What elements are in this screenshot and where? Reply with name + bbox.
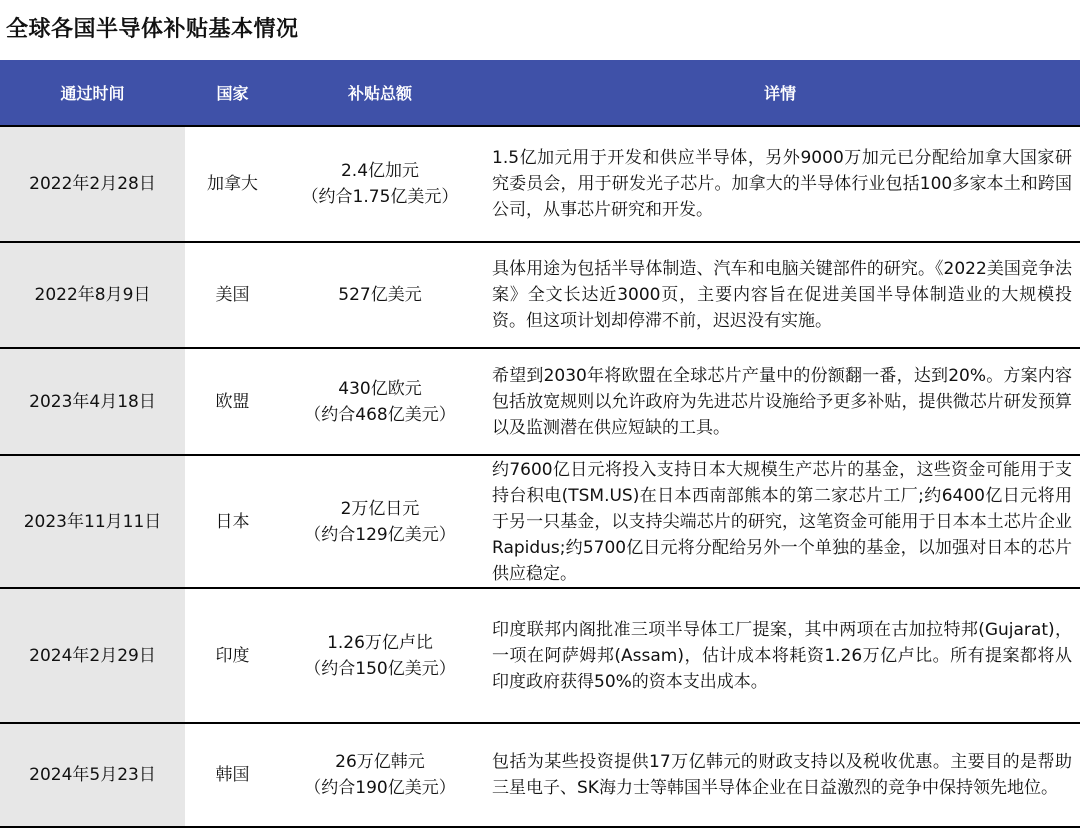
country-cell: 印度 [185,588,280,723]
detail-cell: 印度联邦内阁批准三项半导体工厂提案，其中两项在古加拉特邦(Gujarat)，一项在阿萨姆邦(Assam)，估计成本将耗资1.26万亿卢比。所有提案都将从印度政府获得50%的资本支出成本。 [480,588,1080,723]
amount-value: 26万亿韩元 [335,752,425,772]
country-cell: 韩国 [185,723,280,827]
header-detail: 详情 [763,84,796,103]
amount-cell [280,588,480,723]
detail-cell: 约7600亿日元将投入支持日本大规模生产芯片的基金，这些资金可能用于支持台积电(TSM.US)在日本西南部熊本的第二家芯片工厂;约6400亿日元将用于另一只基金，以支持尖端芯片的研究，这笔资金可能用于日本本土芯片企业Rapidus;约5700亿日元将分配给另外一个单独的基金，以加强对日本的芯片供应稳定。 [480,455,1080,588]
subsidy-table [0,60,1080,828]
amount-value: 527亿美元 [338,285,422,305]
date-cell: 2024年2月29日 [0,588,185,723]
amount-usd: （约合468亿美元） [304,404,456,425]
detail-cell: 希望到2030年将欧盟在全球芯片产量中的份额翻一番，达到20%。方案内容包括放宽规则以允许政府为先进芯片设施给予更多补贴，提供微芯片研发预算以及监测潜在供应短缺的工具。 [480,348,1080,455]
header-date: 通过时间 [60,84,125,103]
detail-cell: 包括为某些投资提供17万亿韩元的财政支持以及税收优惠。主要目的是帮助三星电子、SK海力士等韩国半导体企业在日益激烈的竞争中保持领先地位。 [480,723,1080,827]
table-row [0,348,1080,455]
header-amount: 补贴总额 [347,84,412,103]
amount-cell [280,455,480,588]
amount-cell [280,348,480,455]
amount-usd: （约合129亿美元） [304,524,456,545]
amount-value: 2.4亿加元 [340,161,420,181]
table-row [0,588,1080,723]
country-cell: 美国 [185,242,280,348]
amount-value: 430亿欧元 [338,378,422,399]
page-title: 全球各国半导体补贴基本情况 [0,0,1080,60]
amount-value: 2万亿日元 [340,498,420,519]
amount-usd: （约合150亿美元） [304,658,456,679]
amount-usd: （约合190亿美元） [304,778,456,798]
date-cell: 2022年8月9日 [0,242,185,348]
amount-cell [280,126,480,242]
date-cell: 2023年4月18日 [0,348,185,455]
amount-cell [280,242,480,348]
country-cell: 日本 [185,455,280,588]
table-header-row [0,60,1080,126]
country-cell: 加拿大 [185,126,280,242]
header-country: 国家 [216,84,249,103]
date-cell: 2022年2月28日 [0,126,185,242]
detail-cell: 1.5亿加元用于开发和供应半导体，另外9000万加元已分配给加拿大国家研究委员会，用于研发光子芯片。加拿大的半导体行业包括100多家本土和跨国公司，从事芯片研究和开发。 [480,126,1080,242]
amount-usd: （约合1.75亿美元） [301,187,459,207]
detail-cell: 具体用途为包括半导体制造、汽车和电脑关键部件的研究。《2022美国竞争法案》全文长达近3000页，主要内容旨在促进美国半导体制造业的大规模投资。但这项计划却停滞不前，迟迟没有实施。 [480,242,1080,348]
country-cell: 欧盟 [185,348,280,455]
table-row [0,242,1080,348]
amount-cell [280,723,480,827]
table-row [0,723,1080,827]
table-row [0,455,1080,588]
date-cell: 2023年11月11日 [0,455,185,588]
table-row [0,126,1080,242]
date-cell: 2024年5月23日 [0,723,185,827]
amount-value: 1.26万亿卢比 [327,632,433,653]
